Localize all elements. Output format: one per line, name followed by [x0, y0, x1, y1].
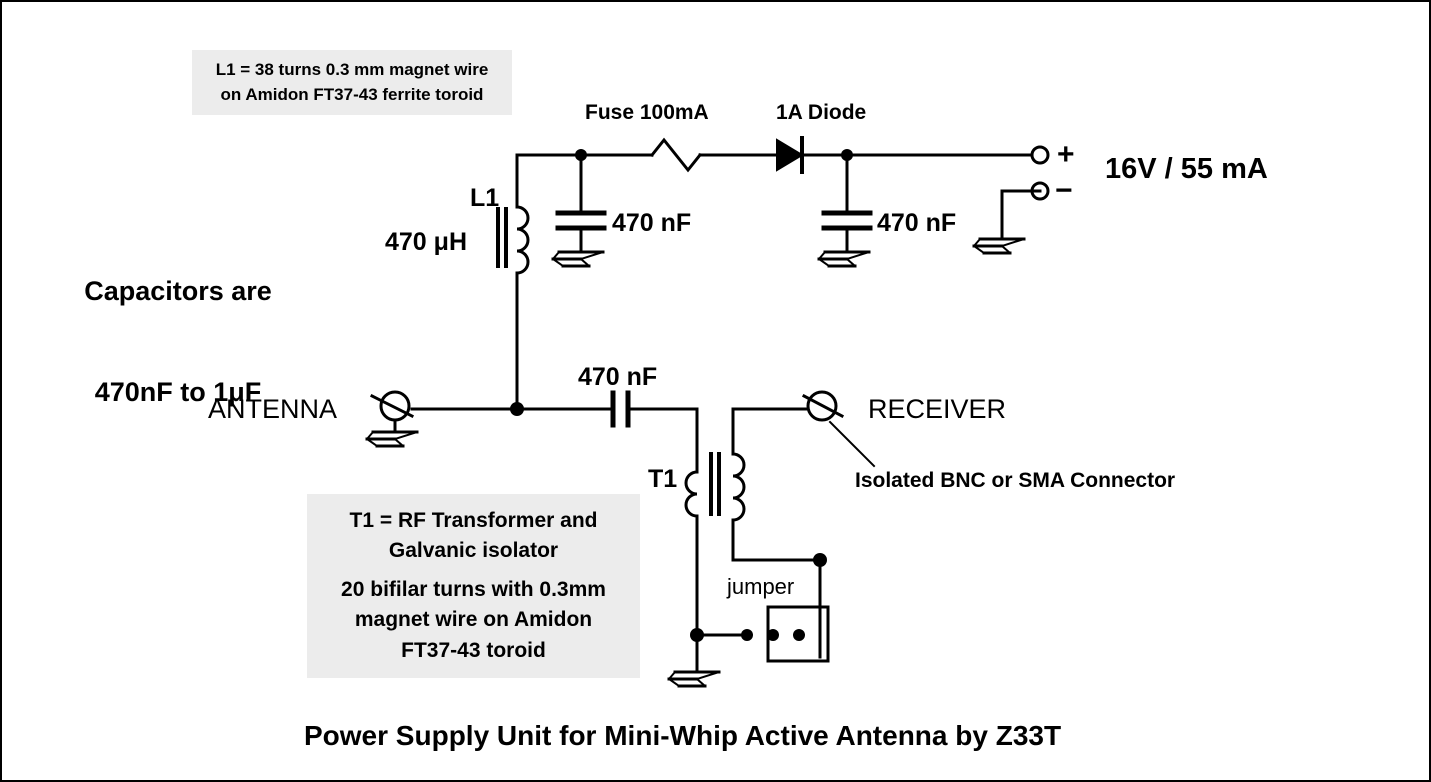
label-cap2: 470 nF: [877, 209, 957, 237]
note-t1-line3: 20 bifilar turns with 0.3mm: [341, 577, 606, 601]
label-receiver: RECEIVER: [868, 394, 1007, 424]
label-caps-note-line2: 470nF to 1μF: [94, 376, 262, 407]
node-dot-secondary: [813, 553, 827, 567]
label-connector-note: Isolated BNC or SMA Connector: [855, 469, 1176, 492]
label-jumper: jumper: [727, 574, 795, 599]
note-t1-line1: T1 = RF Transformer and: [349, 509, 598, 532]
terminal-plus: [1032, 147, 1048, 163]
note-l1-line2: on Amidon FT37-43 ferrite toroid: [220, 84, 484, 104]
jumper-pad-left: [741, 629, 753, 641]
label-antenna: ANTENNA: [208, 394, 338, 424]
note-t1-line4: magnet wire on Amidon: [354, 608, 593, 632]
label-minus: −: [1055, 174, 1073, 207]
t1-primary-coil: [686, 472, 697, 516]
diode-triangle: [777, 140, 802, 170]
label-caps-note: [48, 207, 308, 477]
label-cap1: 470 nF: [612, 209, 692, 237]
t1-secondary-coil: [733, 454, 744, 520]
label-cap3: 470 nF: [578, 363, 658, 391]
note-t1-line2: Galvanic isolator: [388, 539, 559, 563]
note-l1-line1: L1 = 38 turns 0.3 mm magnet wire: [215, 60, 489, 79]
label-plus: +: [1057, 138, 1075, 171]
label-caps-note-line1: Capacitors are: [84, 275, 272, 306]
label-fuse: Fuse 100mA: [585, 101, 709, 124]
label-l1-value: 470 μH: [385, 228, 468, 256]
label-supply: 16V / 55 mA: [1105, 153, 1268, 185]
label-diode: 1A Diode: [776, 101, 867, 124]
connector-note-pointer: [830, 422, 874, 466]
note-t1: [307, 494, 640, 678]
diagram-title: Power Supply Unit for Mini-Whip Active Antenna by Z33T: [304, 720, 1062, 751]
label-l1-ref: L1: [470, 184, 500, 212]
note-t1-line5: FT37-43 toroid: [401, 638, 546, 662]
jumper-pad-right: [793, 629, 805, 641]
label-t1-ref: T1: [648, 465, 678, 493]
l1-coil: [517, 207, 528, 273]
fuse-symbol: [652, 140, 700, 170]
note-l1: [192, 50, 512, 115]
